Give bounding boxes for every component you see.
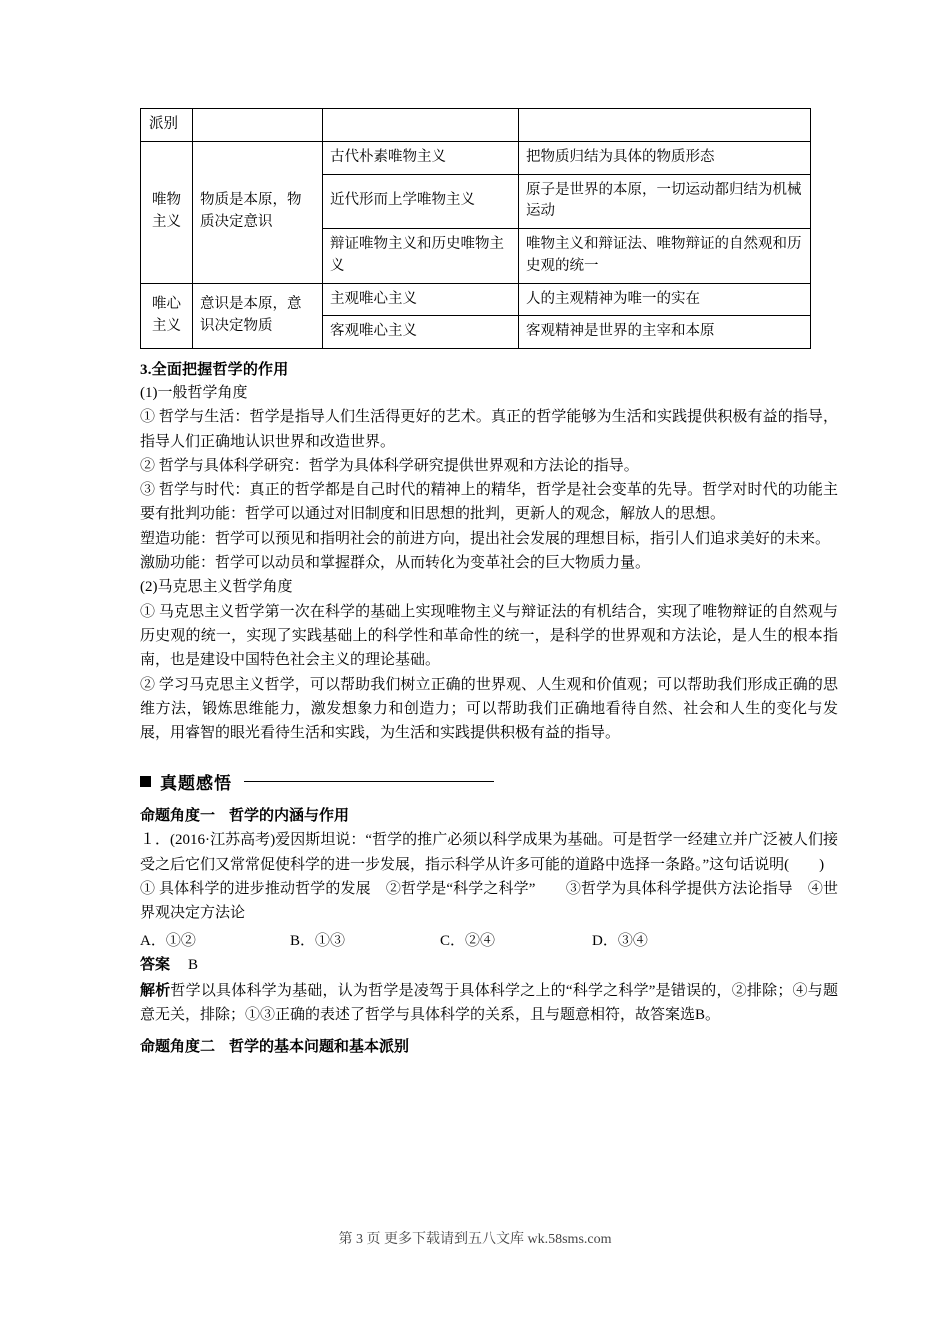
subsection-1-heading: (1)一般哲学角度: [140, 385, 248, 401]
table-cell-form-name: 客观唯心主义: [323, 316, 519, 349]
table-cell-form-name: 辩证唯物主义和历史唯物主义: [323, 229, 519, 284]
question-1-items: ① 具体科学的进步推动哲学的发展 ②哲学是“科学之科学” ③哲学为具体科学提供方法论指导 ④世界观决定方法论: [140, 881, 838, 922]
question-1-options: [140, 929, 838, 950]
paragraph-philosophy-science: ② 哲学与具体科学研究：哲学为具体科学研究提供世界观和方法论的指导。: [140, 457, 639, 474]
option-c[interactable]: C．②④: [440, 932, 496, 949]
table-row: [141, 141, 811, 174]
table-cell-school: 唯心 主义: [141, 283, 193, 349]
answer-value: B: [188, 956, 199, 973]
header-rule: [244, 781, 494, 782]
table-cell-form-name: 古代朴素唯物主义: [323, 141, 519, 174]
table-cell-definition: 物质是本原，物质决定意识: [193, 141, 323, 283]
analysis-block: [140, 979, 838, 1028]
table-cell-form-desc: 原子是世界的本原，一切运动都归结为机械运动: [519, 174, 811, 229]
square-bullet-icon: [140, 776, 151, 787]
zhenti-header: [140, 769, 838, 794]
table-cell-form-desc: 把物质归结为具体的物质形态: [519, 141, 811, 174]
table-cell-form-name: 主观唯心主义: [323, 283, 519, 316]
angle-2-label: 命题角度二: [140, 1038, 216, 1055]
table-cell-school: 唯物 主义: [141, 141, 193, 283]
paragraph-marxist-1: ① 马克思主义哲学第一次在科学的基础上实现唯物主义与辩证法的有机结合，实现了唯物辩证的自然观与历史观的统一，实现了实践基础上的科学性和革命性的统一，是科学的世界观和方法论，是人生的根本指南，也是建设中国特色社会主义的理论基础。: [140, 603, 838, 669]
table-cell-empty-1: [193, 109, 323, 142]
table-header-school: 派别: [141, 109, 193, 142]
paragraph-shaping-function: 塑造功能：哲学可以预见和指明社会的前进方向，提出社会发展的理想目标，指引人们追求美好的未来。: [140, 530, 831, 547]
paragraph-motivation-function: 激励功能：哲学可以动员和掌握群众，从而转化为变革社会的巨大物质力量。: [140, 555, 651, 572]
answer-label: 答案: [140, 956, 171, 973]
paragraph-philosophy-life: ① 哲学与生活：哲学是指导人们生活得更好的艺术。真正的哲学能够为生活和实践提供积极有益的指导，指导人们正确地认识世界和改造世界。: [140, 409, 838, 450]
option-b[interactable]: B．①③: [290, 932, 346, 949]
paragraph-philosophy-era: ③ 哲学与时代：真正的哲学都是自己时代的精神上的精华，哲学是社会变革的先导。哲学对时代的功能主要有批判功能：哲学可以通过对旧制度和旧思想的批判，更新人的观念，解放人的思想。: [140, 482, 838, 523]
paragraph-marxist-2: ② 学习马克思主义哲学，可以帮助我们树立正确的世界观、人生观和价值观；可以帮助我们形成正确的思维方法，锻炼思维能力，激发想象力和创造力；可以帮助我们正确地看待自然、社会和人生的变化与发展，用睿智的眼光看待生活和实践，为生活和实践提供积极有益的指导。: [140, 676, 838, 742]
table-cell-form-desc: 人的主观精神为唯一的实在: [519, 283, 811, 316]
table-cell-empty-2: [323, 109, 519, 142]
angle-1-label: 命题角度一: [140, 808, 216, 825]
zhenti-title: 真题感悟: [160, 774, 232, 794]
table-cell-form-name: 近代形而上学唯物主义: [323, 174, 519, 229]
page-footer: 第 3 页 更多下载请到五八文库 wk.58sms.com: [338, 1232, 612, 1247]
answer-line: [140, 953, 838, 977]
table-cell-definition: 意识是本原，意识决定物质: [193, 283, 323, 349]
table-cell-empty-3: [519, 109, 811, 142]
table-row: [141, 283, 811, 316]
question-angle-1: [140, 804, 838, 825]
angle-1-text: 哲学的内涵与作用: [229, 808, 350, 825]
subsection-2-heading: (2)马克思主义哲学角度: [140, 579, 293, 596]
table-row: [141, 109, 811, 142]
angle-2-text: 哲学的基本问题和基本派别: [229, 1038, 410, 1055]
analysis-label: 解析: [140, 982, 171, 999]
option-a[interactable]: A．①②: [140, 932, 196, 949]
analysis-text: 哲学以具体科学为基础，认为哲学是凌驾于具体科学之上的“科学之科学”是错误的，②排除；④与题意无关，排除；①③正确的表述了哲学与具体科学的关系，且与题意相符，故答案选B。: [140, 982, 838, 1024]
question-1-stem: １．(2016·江苏高考)爱因斯坦说：“哲学的推广必须以科学成果为基础。可是哲学一经建立并广泛被人们接受之后它们又常常促使科学的进一步发展，指示科学从许多可能的道路中选择一条路。”这句话说明( ): [140, 832, 838, 873]
philosophy-schools-table: [140, 108, 811, 349]
question-angle-2: [140, 1035, 838, 1056]
table-cell-form-desc: 客观精神是世界的主宰和本原: [519, 316, 811, 349]
table-cell-form-desc: 唯物主义和辩证法、唯物辩证的自然观和历史观的统一: [519, 229, 811, 284]
option-d[interactable]: D．③④: [592, 932, 648, 949]
section-title-3: 3.全面把握哲学的作用: [140, 362, 289, 378]
